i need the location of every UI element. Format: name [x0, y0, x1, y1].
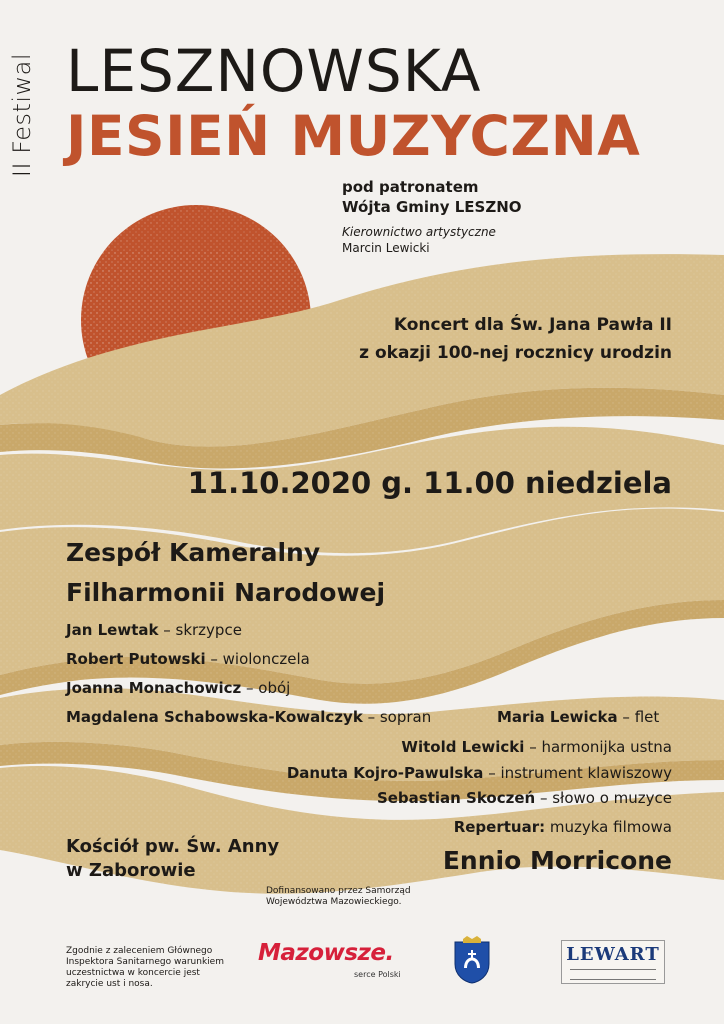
patronage-label: pod patronatem	[342, 178, 479, 196]
ensemble-name-line1: Zespół Kameralny	[66, 538, 321, 567]
artistic-direction-label: Kierownictwo artystyczne	[342, 225, 496, 239]
member-name: Sebastian Skoczeń	[376, 789, 536, 807]
member-item	[377, 789, 672, 807]
member-item	[66, 708, 431, 726]
member-role: – instrument klawiszowy	[483, 764, 672, 782]
concert-dedication-line2: z okazji 100-nej rocznicy urodzin	[359, 343, 672, 363]
patronage-name: Wójta Gminy LESZNO	[342, 198, 522, 216]
venue-line2: w Zaborowie	[66, 860, 196, 881]
member-item	[66, 650, 310, 668]
lewart-logo-text: LEWART	[566, 944, 660, 965]
member-item	[497, 708, 659, 726]
member-name: Witold Lewicki	[401, 738, 525, 756]
member-role: – flet	[617, 708, 660, 726]
festival-title-line1: LESZNOWSKA	[66, 37, 482, 105]
member-role: – wiolonczela	[205, 650, 310, 668]
concert-dedication-line1: Koncert dla Św. Jana Pawła II	[393, 315, 672, 335]
festival-title-line2: JESIEŃ MUZYCZNA	[66, 104, 641, 168]
funding-note: Dofinansowano przez Samorząd Województwa Mazowieckiego.	[266, 886, 411, 907]
member-name: Danuta Kojro-Pawulska	[286, 764, 484, 782]
repertoire-label: Repertuar:	[453, 818, 546, 836]
event-datetime: 11.10.2020 g. 11.00 niedziela	[187, 466, 672, 500]
municipality-crest-icon	[453, 936, 491, 984]
ensemble-name-line2: Filharmonii Narodowej	[66, 578, 386, 607]
mazowsze-logo-text: Mazowsze.	[258, 940, 394, 966]
composer-name: Ennio Morricone	[442, 846, 672, 875]
member-role: – skrzypce	[158, 621, 242, 639]
venue-line1: Kościół pw. Św. Anny	[66, 836, 280, 857]
sanitary-notice: Zgodnie z zaleceniem Głównego Inspektora Sanitarnego warunkiem uczestnictwa w koncercie jest zakrycie ust i nosa.	[66, 946, 224, 989]
member-role: – słowo o muzyce	[535, 789, 672, 807]
mazowsze-logo	[258, 940, 408, 979]
member-name: Jan Lewtak	[66, 621, 159, 639]
member-item	[66, 679, 290, 697]
member-role: – obój	[241, 679, 291, 697]
music-staff-decoration	[570, 969, 656, 980]
lewart-logo	[561, 940, 665, 984]
member-item	[401, 738, 672, 756]
mazowsze-logo-subtitle: serce Polski	[354, 970, 401, 979]
artistic-director-name: Marcin Lewicki	[342, 241, 430, 255]
member-role: – sopran	[362, 708, 432, 726]
repertoire-value: muzyka filmowa	[545, 818, 672, 836]
festival-edition-label: II Festiwal	[8, 52, 36, 178]
member-item	[66, 621, 242, 639]
member-name: Joanna Monachowicz	[66, 679, 242, 697]
member-name: Magdalena Schabowska-Kowalczyk	[66, 708, 363, 726]
repertoire-line	[454, 818, 672, 836]
member-item	[287, 764, 672, 782]
member-name: Robert Putowski	[66, 650, 206, 668]
member-role: – harmonijka ustna	[524, 738, 672, 756]
member-name: Maria Lewicka	[497, 708, 618, 726]
